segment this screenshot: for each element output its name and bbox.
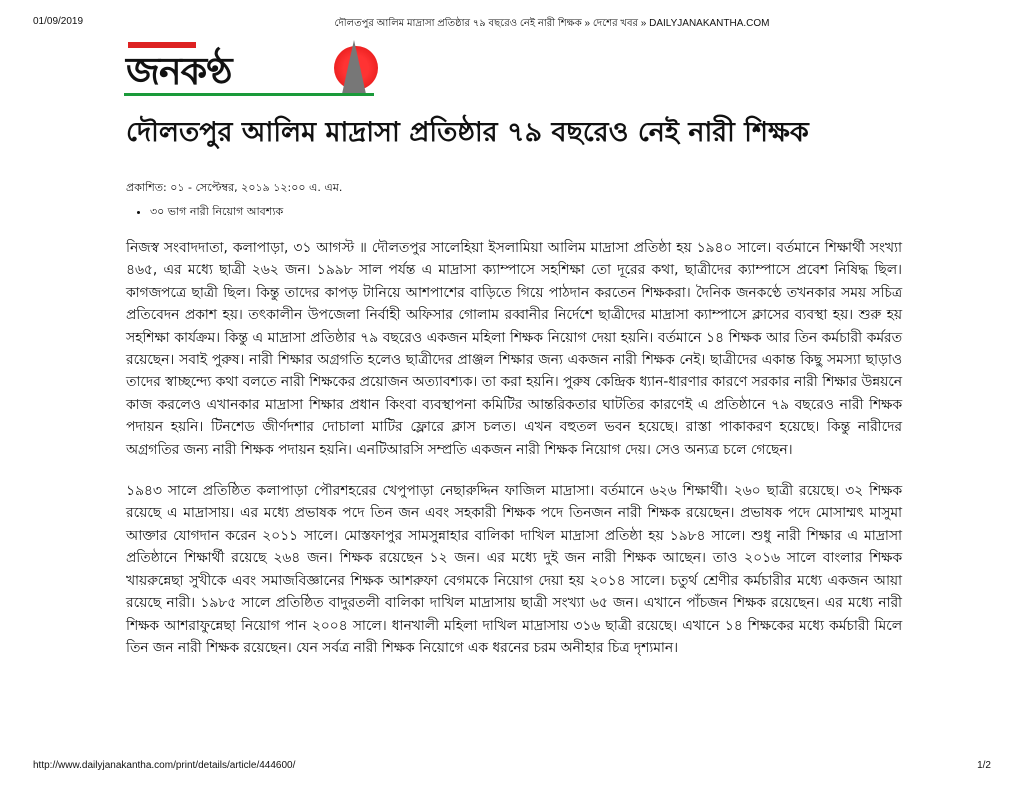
article-paragraph: ১৯৪৩ সালে প্রতিষ্ঠিত কলাপাড়া পৌরশহরের খেপুপাড়া নেছারুদ্দিন ফাজিল মাদ্রাসা। বর্তমানে ৬২৬ শিক্ষার্থী। ২৬০ ছাত্রী রয়েছে। ৩২ শিক্ষক রয়েছে এ মাদ্রাসায়। এর মধ্যে প্রভাষক পদে তিন জন এবং সহকারী শিক্ষক পদে তিনজন নারী শিক্ষক রয়েছেন। প্রভাষক পদে মোসাম্মৎ মাসুমা আক্তার যোগদান করেন ২০১১ সালে। মোস্তফাপুর সামসুন্নাহার বালিকা দাখিল মাদ্রাসা প্রতিষ্ঠা হয় ১৯৮৪ সালে। শুধু নারী শিক্ষার এ মাদ্রাসা প্রতিষ্ঠানে শিক্ষার্থী রয়েছে ২৬৪ জন। শিক্ষক রয়েছেন ১২ জন। এর মধ্যে দুই জন নারী শিক্ষক আছেন। তাও ২০১৬ সালে বাংলার শিক্ষক খায়রুন্নেছা সুখীকে এবং সমাজবিজ্ঞানের শিক্ষক আশরুফা বেগমকে নিয়োগ দেয়া হয় ২০১৪ সালে। চতুর্থ শ্রেণীর কর্মচারীর মধ্যে একজন আয়া রয়েছে নারী। ১৯৮৫ সালে প্রতিষ্ঠিত বাদুরতলী বালিকা দাখিল মাদ্রাসায় ছাত্রী সংখ্যা ৬৫ জন। এখানে পাঁচজন শিক্ষক রয়েছেন। এর মধ্যে নারী শিক্ষক আশরাফুন্নেছা নিয়োগ পান ২০০৪ সালে। ধানখালী মহিলা দাখিল মাদ্রাসায় ৩১৬ ছাত্রী রয়েছে। এখানে ১৪ শিক্ষকের মধ্যে কর্মচারী মিলে তিন জন নারী শিক্ষক রয়েছেন। যেন সর্বত্র নারী শিক্ষক নিয়োগে এক ধরনের চরম অনীহার চিত্র দৃশ্যমান। [126,483,902,656]
published-date: প্রকাশিত: ০১ - সেপ্টেম্বর, ২০১৯ ১২:০০ এ. এম. [126,181,343,194]
logo-wordmark: জনকণ্ঠ [126,48,232,93]
logo-green-rule [124,93,374,96]
article-body [126,237,902,678]
logo-monument [342,40,366,94]
highlights-list [126,203,283,222]
highlight-item: • ৩০ ভাগ নারী নিয়োগ আবশ্যক [150,203,283,222]
print-date: 01/09/2019 [33,16,84,27]
janakantha-logo [124,40,374,96]
print-url: http://www.dailyjanakantha.com/print/details/article/444600/ [33,760,296,771]
article-headline: দৌলতপুর আলিম মাদ্রাসা প্রতিষ্ঠার ৭৯ বছরেও নেই নারী শিক্ষক [126,117,809,148]
print-page-title: দৌলতপুর আলিম মাদ্রাসা প্রতিষ্ঠার ৭৯ বছরেও নেই নারী শিক্ষক » দেশের খবর » DAILYJANAKANTHA.COM [334,18,770,29]
article-paragraph: নিজস্ব সংবাদদাতা, কলাপাড়া, ৩১ আগস্ট ॥ দৌলতপুর সালেহিয়া ইসলামিয়া আলিম মাদ্রাসা প্রতিষ্ঠা হয় ১৯৪০ সালে। বর্তমানে শিক্ষার্থী সংখ্যা ৪৬৫, এর মধ্যে ছাত্রী ২৬২ জন। ১৯৯৮ সাল পর্যন্ত এ মাদ্রাসা ক্যাম্পাসে সহশিক্ষা তো দূরের কথা, ছাত্রীদের ক্যাম্পাসে প্রবেশ নিষিদ্ধ ছিল। কাগজপত্রে ছাত্রী ছিল। কিন্তু তাদের কাপড় টানিয়ে আশপাশের বাড়িতে গিয়ে পাঠদান করতেন শিক্ষকরা। দৈনিক জনকণ্ঠে তখনকার সময় সচিত্র প্রতিবেদন প্রকাশ হয়। তৎকালীন উপজেলা নির্বাহী অফিসার গোলাম রব্বানীর নির্দেশে ছাত্রীদের মাদ্রাসা ক্যাম্পাসে ক্লাসের ব্যবস্থা হয়। শুরু হয় সহশিক্ষা কার্যক্রম। কিন্তু এ মাদ্রাসা প্রতিষ্ঠার ৭৯ বছরেও একজন মহিলা শিক্ষক নিয়োগ দেয়া হয়নি। বর্তমানে ১৪ শিক্ষক আর তিন কর্মচারী কর্মরত রয়েছেন। সবাই পুরুষ। নারী শিক্ষার অগ্রগতি হলেও ছাত্রীদের প্রাঞ্জল শিক্ষার জন্য একজন নারী শিক্ষক নেই। ছাত্রীদের একান্ত কিছু সমস্যা ছাড়াও তাদের স্বাচ্ছন্দ্যে কথা বলতে নারী শিক্ষকের প্রয়োজন অত্যাবশ্যক। তা করা হয়নি। পুরুষ কেন্দ্রিক ধ্যান-ধারণার কারণে সরকার নারী শিক্ষার উন্নয়নে কাজ করলেও এখানকার মাদ্রাসা শিক্ষার প্রধান কিংবা ব্যবস্থাপনা কমিটির আন্তরিকতার ঘাটতির কারণেই এ প্রতিষ্ঠানে ৭৯ বছরেও নারী শিক্ষক পদায়ন হয়নি। টিনশেড জীর্ণদশার দোচালা মাটির ফ্লোরে ক্লাস চলত। এখন বহুতল ভবন হয়েছে। রাস্তা পাকাকরণ হয়েছে। কিন্তু নারীদের অগ্রগতির জন্য নারী শিক্ষক পদায়ন হয়নি। এনটিআরসি সম্প্রতি একজন নারী শিক্ষক নিয়োগ দেয়। সেও অন্যত্র চলে গেছেন। [126,240,903,458]
page-number: 1/2 [977,760,991,771]
